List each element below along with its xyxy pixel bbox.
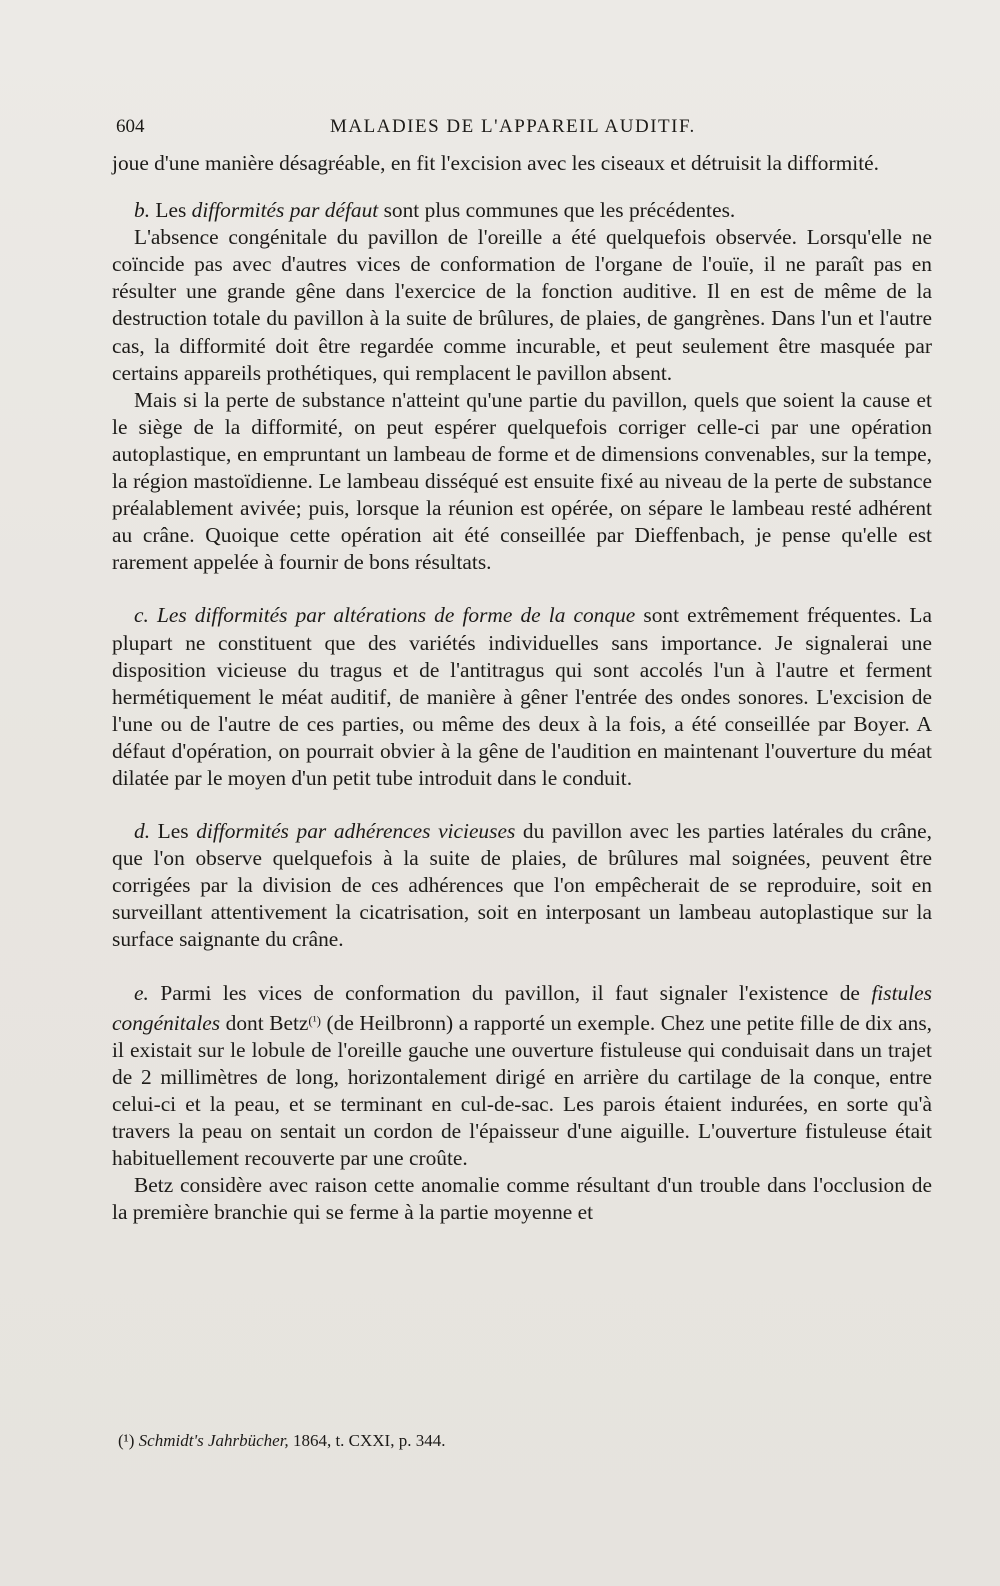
- section-label: d.: [134, 819, 151, 844]
- paragraph-text: Betz considère avec raison cette anomalie comme résultant d'un trouble dans l'occlusion de la première branchie qui se ferme à la partie moyenne et: [112, 1173, 932, 1225]
- footnote-marker: (¹): [118, 1431, 135, 1450]
- paragraph: [112, 224, 932, 387]
- italic-term: fistules congénitales: [112, 980, 932, 1035]
- running-title: MALADIES DE L'APPAREIL AUDITIF.: [330, 116, 696, 137]
- paragraph-text: Les: [157, 819, 189, 844]
- paragraph-continuation: [112, 150, 932, 177]
- italic-term: difformités par adhérences vicieuses: [196, 819, 516, 844]
- page-header: [116, 116, 916, 146]
- paragraph-text: dont Betz: [225, 1010, 309, 1035]
- footnote-reference[interactable]: (¹): [308, 1012, 321, 1028]
- italic-term: difformités par défaut: [191, 198, 379, 223]
- paragraph-text: joue d'une manière désagréable, en fit l'excision avec les ciseaux et détruisit la difformité.: [112, 151, 879, 175]
- footnote-citation: 1864, t. CXXI, p. 344.: [292, 1431, 446, 1450]
- paragraph-text: (de Heilbronn) a rapporté un exemple. Chez une petite fille de dix ans, il existait sur le lobule de l'oreille gauche une ouverture fistuleuse qui conduisait dans un trajet de 2 millimètres de long, horizontalement dirigé en arrière du cartilage de la conque, entre celui-ci et la peau, et se terminant en cul-de-sac. Les parois étaient indurées, en sorte qu'à travers la peau on sentait un cordon de l'épaisseur d'une aiguille. L'ouverture fistuleuse était habituellement recouverte par une croûte.: [112, 1010, 932, 1171]
- paragraph-text: sont extrêmement fréquentes. La plupart ne constituent que des variétés individuelles sans importance. Je signalerai une disposition vicieuse du tragus et de l'antitragus qui sont accolés l'un à l'autre et ferment hermétiquement le méat auditif, de manière à gêner l'entrée des ondes sonores. L'excision de l'une ou de l'autre de ces parties, ou même des deux à la fois, a été conseillée par Boyer. A défaut d'opération, on pourrait obvier à la gêne de l'audition en maintenant l'ouverture du méat dilatée par le moyen d'un petit tube introduit dans le conduit.: [112, 603, 932, 790]
- section-label: b.: [134, 198, 151, 223]
- body-text: [112, 150, 932, 1226]
- paragraph-e: [112, 980, 932, 1173]
- section-label: e.: [134, 980, 149, 1005]
- page-number: 604: [116, 116, 145, 137]
- paragraph: [112, 1172, 932, 1226]
- paragraph-d: [112, 818, 932, 953]
- paragraph-c: [112, 602, 932, 792]
- paragraph-text: du pavillon avec les parties latérales du crâne, que l'on observe quelquefois à la suite de plaies, de brûlures mal soignées, peuvent être corrigées par la division de ces adhérences que l'on empêcherait de se reproduire, soit en surveillant attentivement la cicatrisation, soit en interposant un lambeau autoplastique sur la surface saignante du crâne.: [112, 819, 932, 952]
- footnote-source: Schmidt's Jahrbücher,: [138, 1431, 289, 1450]
- paragraph: [112, 387, 932, 577]
- paragraph-text: Les: [155, 198, 187, 223]
- section-label: c.: [134, 603, 149, 628]
- paragraph-text: Mais si la perte de substance n'atteint qu'une partie du pavillon, quels que soient la cause et le siège de la difformité, on peut espérer quelquefois corriger celle-ci par une opération autoplastique, en empruntant un lambeau de forme et de dimensions convenables, sur la tempe, la région mastoïdienne. Le lambeau disséqué est ensuite fixé au niveau de la perte de substance préalablement avivée; puis, lorsque la réunion est opérée, on sépare le lambeau resté adhérent au crâne. Quoique cette opération ait été conseillée par Dieffenbach, je pense qu'elle est rarement appelée à fournir de bons résultats.: [112, 387, 932, 575]
- italic-term: Les difformités par altérations de forme de la conque: [156, 603, 636, 628]
- paragraph-text: L'absence congénitale du pavillon de l'oreille a été quelquefois observée. Lorsqu'elle ne coïncide pas avec d'autres vices de conformation de l'organe de l'ouïe, il ne paraît pas en résulter une grande gêne dans l'exercice de la fonction auditive. Il en est de même de la destruction totale du pavillon à la suite de brûlures, de plaies, de gangrènes. Dans l'un et l'autre cas, la difformité doit être regardée comme incurable, et peut seulement être masquée par certains appareils prothétiques, qui remplacent le pavillon absent.: [112, 225, 932, 385]
- paragraph-b: [112, 197, 932, 224]
- paragraph-text: sont plus communes que les précédentes.: [383, 198, 736, 223]
- footnote: [118, 1430, 918, 1452]
- paragraph-text: Parmi les vices de conformation du pavillon, il faut signaler l'existence de: [160, 980, 860, 1005]
